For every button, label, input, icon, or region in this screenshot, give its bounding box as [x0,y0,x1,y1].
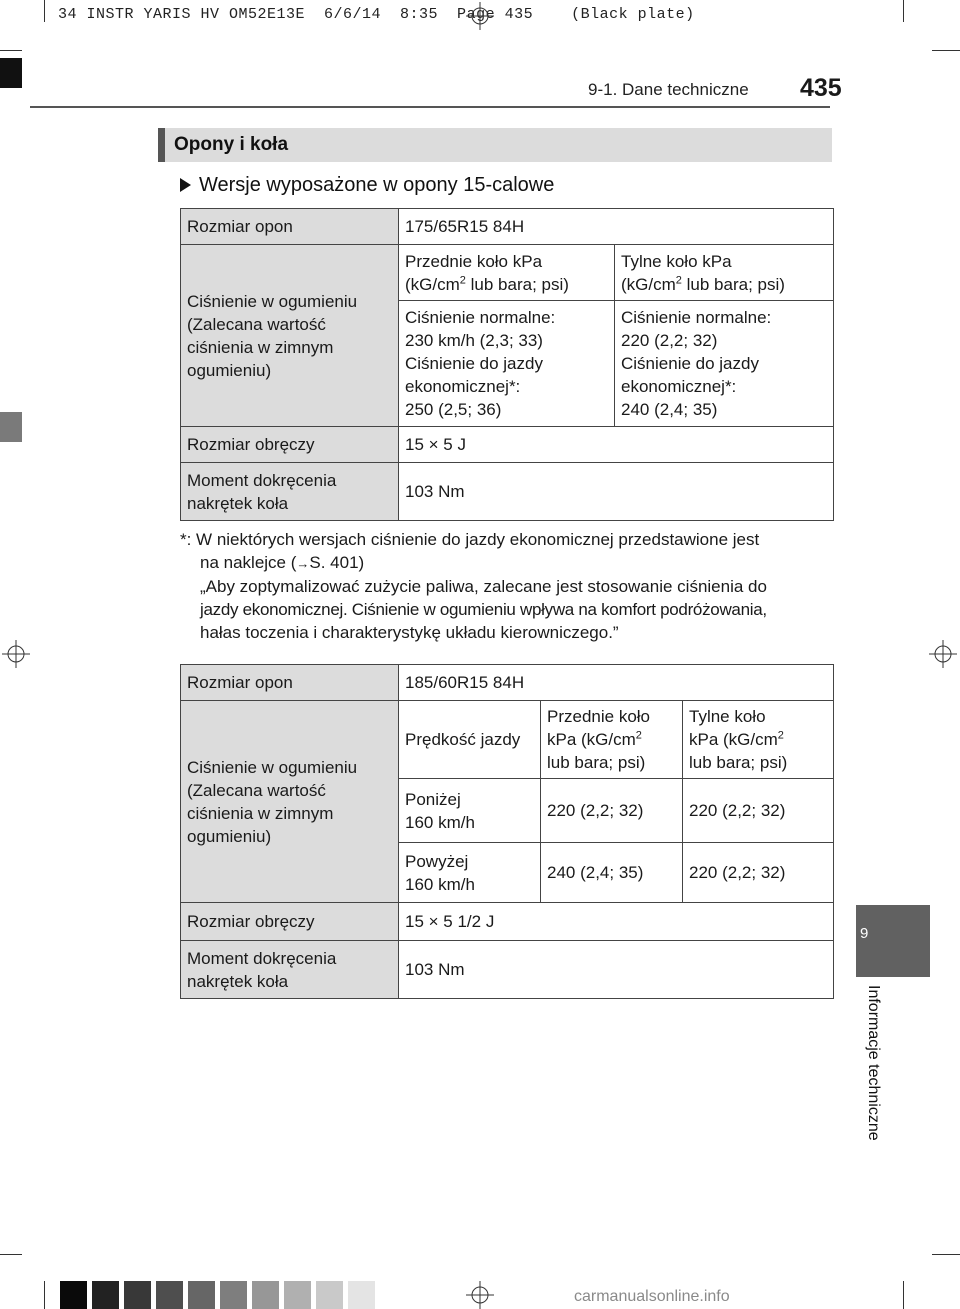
arrow-reference-icon: → [296,556,310,571]
table-label: Moment dokręcenia nakrętek koła [181,463,399,521]
table-cell: 103 Nm [399,941,834,999]
table-label: Rozmiar obręczy [181,903,399,941]
table-header-cell: Tylne koło kPa ($kG/cm^2$ lub bara; psi) [615,245,834,301]
color-swatch [188,1281,215,1309]
section-title: Opony i koła [174,134,289,155]
footnote [180,528,836,644]
color-swatch [156,1281,183,1309]
table-cell: 240 (2,4; 35) [541,843,683,903]
triangle-bullet-icon [180,178,191,192]
table-cell: 220 (2,2; 32) [541,779,683,843]
table-cell: Powyżej 160 km/h [399,843,541,903]
table-label: Rozmiar obręczy [181,427,399,463]
color-swatch [284,1281,311,1309]
color-swatch [124,1281,151,1309]
color-swatch [252,1281,279,1309]
page-number: 435 [800,74,842,102]
edge-marker [0,58,22,88]
table-header-cell: Tylne koło kPa ($kG/cm^2$ lub bara; psi) [683,701,834,779]
registration-mark-icon [2,640,30,668]
page-reference: S. 401) [309,553,365,572]
table-cell: 220 (2,2; 32) [683,779,834,843]
watermark: carmanualsonline.info [574,1288,730,1305]
table-cell: Ciśnienie normalne: 220 (2,2; 32) Ciśnienie do jazdy ekonomicznej*: 240 (2,4; 35) [615,301,834,427]
table-label: Ciśnienie w ogumieniu (Zalecana wartość ciśnienia w zimnym ogumieniu) [181,245,399,427]
registration-mark-icon [466,1281,494,1309]
subheading-text: Wersje wyposażone w opony 15-calowe [199,174,555,196]
crop-mark [903,1281,904,1309]
color-swatch [316,1281,343,1309]
table-cell: 15 × 5 J [399,427,834,463]
color-swatch [92,1281,119,1309]
footnote-line: hałas toczenia i charakterystykę układu kierowniczego.” [200,623,619,642]
table-cell: 103 Nm [399,463,834,521]
table-header-cell: Przednie koło kPa ($kG/cm^2$ lub bara; psi) [399,245,615,301]
crop-mark [0,1254,22,1255]
color-swatch [60,1281,87,1309]
tire-spec-table-15in [180,208,834,521]
table-cell: 175/65R15 84H [399,209,834,245]
table-cell: Ciśnienie normalne: 230 km/h (2,3; 33) Ciśnienie do jazdy ekonomicznej*: 250 (2,5; 36) [399,301,615,427]
chapter-label: Informacje techniczne [865,985,882,1141]
footnote-line: *: W niektórych wersjach ciśnienie do jazdy ekonomicznej przedstawione jest [180,530,760,549]
subheading [180,174,554,197]
footnote-line: „Aby zoptymalizować zużycie paliwa, zalecane jest stosowanie ciśnienia do [200,577,767,596]
edge-marker [0,412,22,442]
section-header: 9-1. Dane techniczne [588,80,749,99]
table-label: Rozmiar opon [181,665,399,701]
crop-mark [44,1281,45,1309]
table-cell: Poniżej 160 km/h [399,779,541,843]
table-label: Rozmiar opon [181,209,399,245]
footnote-line: jazdy ekonomicznej. Ciśnienie w ogumieniu wpływa na komfort podróżowania, [200,600,767,619]
table-cell: 220 (2,2; 32) [683,843,834,903]
crop-mark [932,50,960,51]
crop-mark [44,0,45,22]
crop-mark [932,1254,960,1255]
print-slug: 34 INSTR YARIS HV OM52E13E 6/6/14 8:35 Page 435 (Black plate) [58,6,695,23]
footnote-line: na naklejce (→S. 401) [200,553,365,572]
color-swatch [220,1281,247,1309]
crop-mark [903,0,904,22]
tire-spec-table-185 [180,664,834,999]
table-label: Moment dokręcenia nakrętek koła [181,941,399,999]
chapter-number: 9 [860,925,869,942]
crop-mark [0,50,22,51]
registration-mark-icon [466,2,494,30]
table-header-cell: Przednie koło kPa ($kG/cm^2$ lub bara; psi) [541,701,683,779]
table-cell: 15 × 5 1/2 J [399,903,834,941]
registration-mark-icon [929,640,957,668]
table-cell: 185/60R15 84H [399,665,834,701]
color-swatch [348,1281,375,1309]
table-header-cell: Prędkość jazdy [399,701,541,779]
table-label: Ciśnienie w ogumieniu (Zalecana wartość ciśnienia w zimnym ogumieniu) [181,701,399,903]
header-rule [30,106,830,108]
